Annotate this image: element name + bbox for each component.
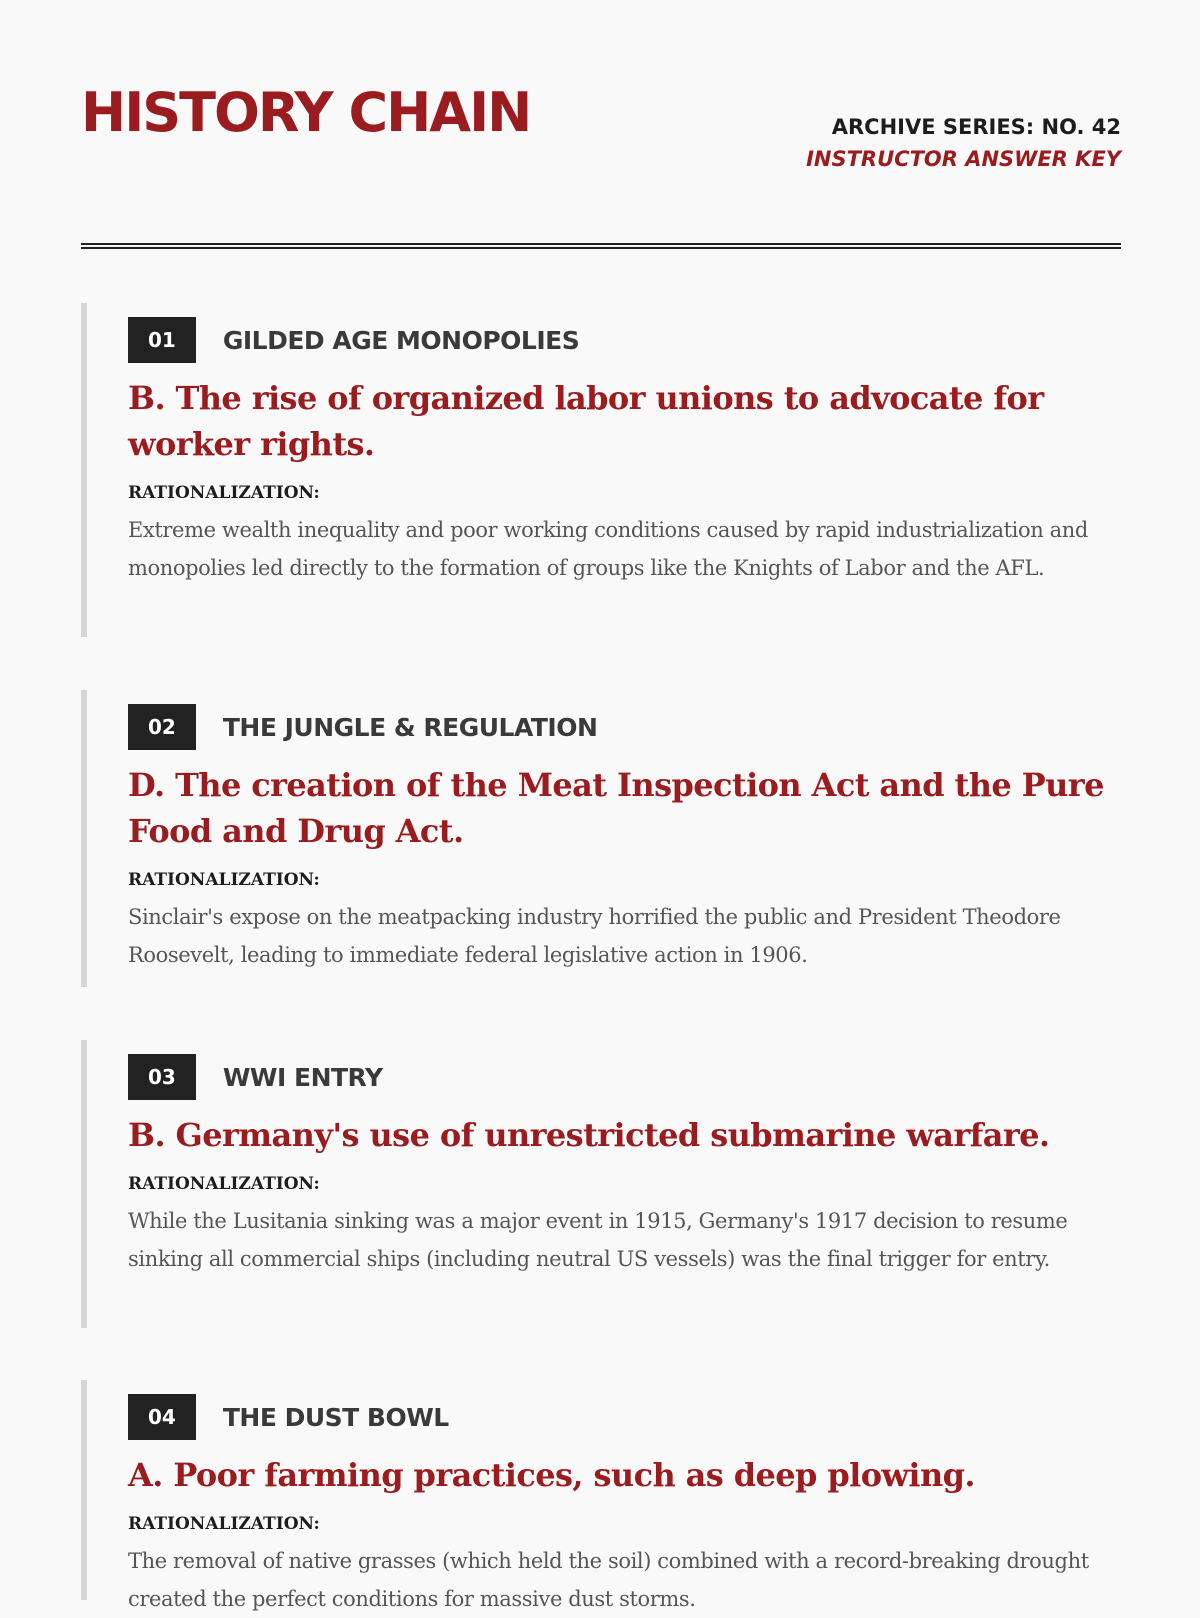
section-heading	[128, 704, 1121, 750]
rationalization-text: The removal of native grasses (which held the soil) combined with a record-breaking drought created the perfect conditions for massive dust storms.	[128, 1549, 1089, 1611]
section-heading	[128, 1054, 1121, 1100]
rationalization-text: Sinclair's expose on the meatpacking industry horrified the public and President Theodore Roosevelt, leading to immediate federal legislative action in 1906.	[128, 905, 1061, 967]
correct-answer: B. The rise of organized labor unions to advocate for worker rights.	[128, 379, 1044, 463]
question-number-badge: 03	[128, 1054, 196, 1100]
header-meta	[806, 112, 1121, 176]
section-title: WWI ENTRY	[222, 1062, 383, 1092]
correct-answer: B. Germany's use of unrestricted submarine warfare.	[128, 1116, 1050, 1154]
question-section-1	[81, 303, 1121, 637]
section-heading	[128, 317, 1121, 363]
archive-series-label: ARCHIVE SERIES: NO. 42	[831, 115, 1121, 139]
rationalization-label: RATIONALIZATION:	[128, 483, 320, 503]
answer-key-page	[81, 0, 1121, 1611]
rationalization-text: While the Lusitania sinking was a major event in 1915, Germany's 1917 decision to resume sinking all commercial ships (including neutral US vessels) was the final trigger for entry.	[128, 1209, 1068, 1271]
rationalization-label: RATIONALIZATION:	[128, 870, 320, 890]
question-section-4	[81, 1380, 1121, 1611]
section-title: THE DUST BOWL	[222, 1402, 449, 1432]
question-section-3	[81, 1040, 1121, 1328]
rationalization-label: RATIONALIZATION:	[128, 1174, 320, 1194]
question-number-badge: 02	[128, 704, 196, 750]
rationalization-label: RATIONALIZATION:	[128, 1514, 320, 1534]
correct-answer: D. The creation of the Meat Inspection Act and the Pure Food and Drug Act.	[128, 766, 1104, 850]
section-heading	[128, 1394, 1121, 1440]
question-number-badge: 04	[128, 1394, 196, 1440]
question-number-badge: 01	[128, 317, 196, 363]
page-title: HISTORY CHAIN	[81, 81, 531, 144]
correct-answer: A. Poor farming practices, such as deep plowing.	[128, 1456, 975, 1494]
rationalization-text: Extreme wealth inequality and poor working conditions caused by rapid industrialization and monopolies led directly to the formation of groups like the Knights of Labor and the AFL.	[128, 518, 1088, 580]
header-divider	[81, 243, 1121, 249]
question-section-2	[81, 690, 1121, 987]
section-title: GILDED AGE MONOPOLIES	[222, 325, 580, 355]
answer-key-label: INSTRUCTOR ANSWER KEY	[806, 147, 1121, 171]
section-title: THE JUNGLE & REGULATION	[222, 712, 598, 742]
page-header	[81, 0, 1121, 252]
